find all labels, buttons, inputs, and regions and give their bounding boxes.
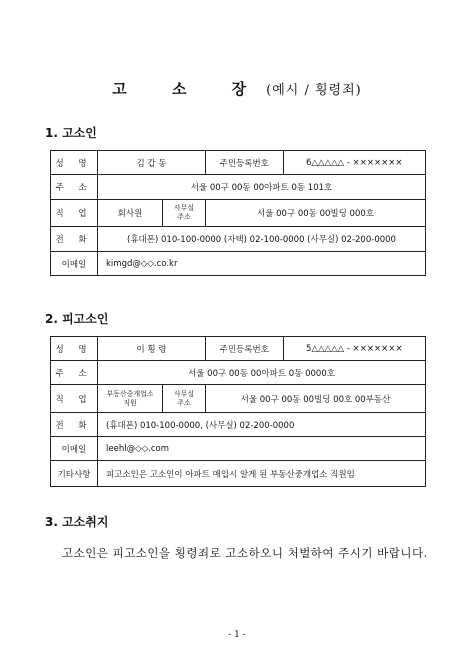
- section-complainant-heading: 1. 고소인: [45, 126, 97, 140]
- complainant-id-label: 주민등록번호: [206, 151, 284, 175]
- document-title: [0, 78, 474, 99]
- accused-email-label: 이메일: [51, 437, 98, 461]
- complainant-address-label: 주 소: [51, 175, 98, 200]
- accused-address-label: 주 소: [51, 361, 98, 385]
- accused-office-label: 사무실 주소: [163, 385, 206, 413]
- accused-other-label: 기타사항: [51, 461, 98, 487]
- title-sub: (예시 / 횡령죄): [266, 83, 362, 98]
- complainant-address: 서울 00구 00동 00아파트 0동 101호: [98, 175, 426, 200]
- purpose-statement: 고소인은 피고소인을 횡령죄로 고소하오니 처벌하여 주시기 바랍니다.: [62, 546, 428, 560]
- complainant-office-label: 사무실 주소: [163, 200, 206, 227]
- section-accused-heading: 2. 피고소인: [45, 312, 109, 326]
- complainant-name-label: 성 명: [51, 151, 98, 175]
- accused-job: 부동산중개업소 직원: [98, 385, 163, 413]
- accused-email: leehl@◇◇.com: [98, 437, 426, 461]
- complainant-phone-label: 전 화: [51, 227, 98, 252]
- section-purpose-heading: 3. 고소취지: [45, 515, 109, 529]
- accused-phone: (휴대폰) 010-100-0000, (사무실) 02-200-0000: [98, 413, 426, 437]
- accused-office-address: 서울 00구 00동 00빌딩 00호 00부동산: [206, 385, 426, 413]
- complainant-email-label: 이메일: [51, 252, 98, 276]
- accused-name-label: 성 명: [51, 337, 98, 361]
- accused-name: 이 횡 령: [98, 337, 206, 361]
- accused-address: 서울 00구 00동 00아파트 0동 0000호: [98, 361, 426, 385]
- accused-id-label: 주민등록번호: [206, 337, 284, 361]
- page-number: - 1 -: [228, 630, 246, 640]
- accused-id-value: 5△△△△△ - ×××××××: [283, 337, 425, 361]
- accused-phone-label: 전 화: [51, 413, 98, 437]
- accused-other: 피고소인은 고소인이 아파트 매입시 알게 된 부동산중개업소 직원임: [98, 461, 426, 487]
- accused-job-label: 직 업: [51, 385, 98, 413]
- complainant-phone: (휴대폰) 010-100-0000 (자택) 02-100-0000 (사무실) 02-200-0000: [98, 227, 426, 252]
- complainant-office-address: 서울 00구 00동 00빌딩 000호: [206, 200, 426, 227]
- complainant-job: 회사원: [98, 200, 163, 227]
- accused-table: [50, 336, 426, 487]
- complainant-name: 김 갑 동: [98, 151, 206, 175]
- complainant-email: kimgd@◇◇.co.kr: [98, 252, 426, 276]
- title-main: 고 소 장: [112, 80, 267, 98]
- complainant-job-label: 직 업: [51, 200, 98, 227]
- complainant-table: [50, 150, 426, 276]
- complainant-id-value: 6△△△△△ - ×××××××: [283, 151, 425, 175]
